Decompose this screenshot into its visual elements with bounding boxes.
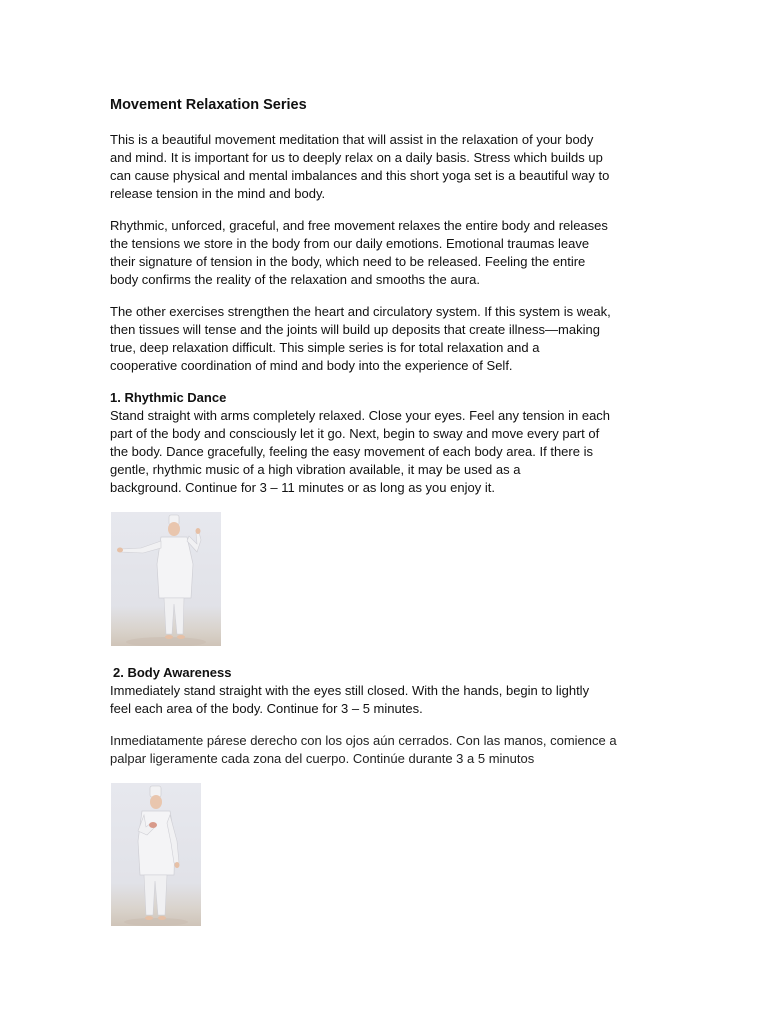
intro-line: release tension in the mind and body.	[110, 186, 326, 201]
body-awareness-photo	[111, 783, 201, 926]
exercise-1-instructions	[110, 407, 660, 497]
exercise-2-line: Immediately stand straight with the eyes still closed. With the hands, begin to lightly	[110, 683, 590, 698]
exercise-2-spanish-line: Inmediatamente párese derecho con los ojos aún cerrados. Con las manos, comience a	[110, 733, 617, 748]
exercise-2-instructions	[110, 682, 660, 718]
exercise-2-line: feel each area of the body. Continue for 3 – 5 minutes.	[110, 701, 423, 716]
rhythmic-line: body confirms the reality of the relaxation and smooths the aura.	[110, 272, 480, 287]
exercise-1-line: part of the body and consciously let it go. Next, begin to sway and move every part of	[110, 426, 600, 441]
exercise-2-spanish	[110, 732, 660, 768]
circulation-line: true, deep relaxation difficult. This simple series is for total relaxation and a	[110, 340, 540, 355]
intro-line: can cause physical and mental imbalances and this short yoga set is a beautiful way to	[110, 168, 610, 183]
intro-paragraph	[110, 131, 660, 203]
intro-line: This is a beautiful movement meditation that will assist in the relaxation of your body	[110, 132, 594, 147]
rhythmic-line: the tensions we store in the body from our daily emotions. Emotional traumas leave	[110, 236, 590, 251]
circulation-line: then tissues will tense and the joints will build up deposits that create illness—making	[110, 322, 600, 337]
intro-line: and mind. It is important for us to deeply relax on a daily basis. Stress which builds up	[110, 150, 603, 165]
exercise-1-line: gentle, rhythmic music of a high vibration available, it may be used as a	[110, 462, 521, 477]
rhythmic-paragraph	[110, 217, 660, 289]
exercise-2-heading: 2. Body Awareness	[113, 665, 232, 680]
circulation-line: cooperative coordination of mind and body into the experience of Self.	[110, 358, 513, 373]
document-title: Movement Relaxation Series	[110, 97, 307, 113]
exercise-1-heading: 1. Rhythmic Dance	[110, 390, 227, 405]
rhythmic-line: Rhythmic, unforced, graceful, and free movement relaxes the entire body and releases	[110, 218, 608, 233]
rhythmic-line: their signature of tension in the body, which need to be released. Feeling the entire	[110, 254, 586, 269]
exercise-2-spanish-line: palpar ligeramente cada zona del cuerpo. Continúe durante 3 a 5 minutos	[110, 751, 535, 766]
exercise-1-line: the body. Dance gracefully, feeling the easy movement of each body area. If there is	[110, 444, 593, 459]
rhythmic-dance-photo	[111, 512, 221, 646]
circulation-paragraph	[110, 303, 660, 375]
exercise-1-line: background. Continue for 3 – 11 minutes or as long as you enjoy it.	[110, 480, 495, 495]
circulation-line: The other exercises strengthen the heart and circulatory system. If this system is weak,	[110, 304, 611, 319]
exercise-1-line: Stand straight with arms completely relaxed. Close your eyes. Feel any tension in each	[110, 408, 611, 423]
